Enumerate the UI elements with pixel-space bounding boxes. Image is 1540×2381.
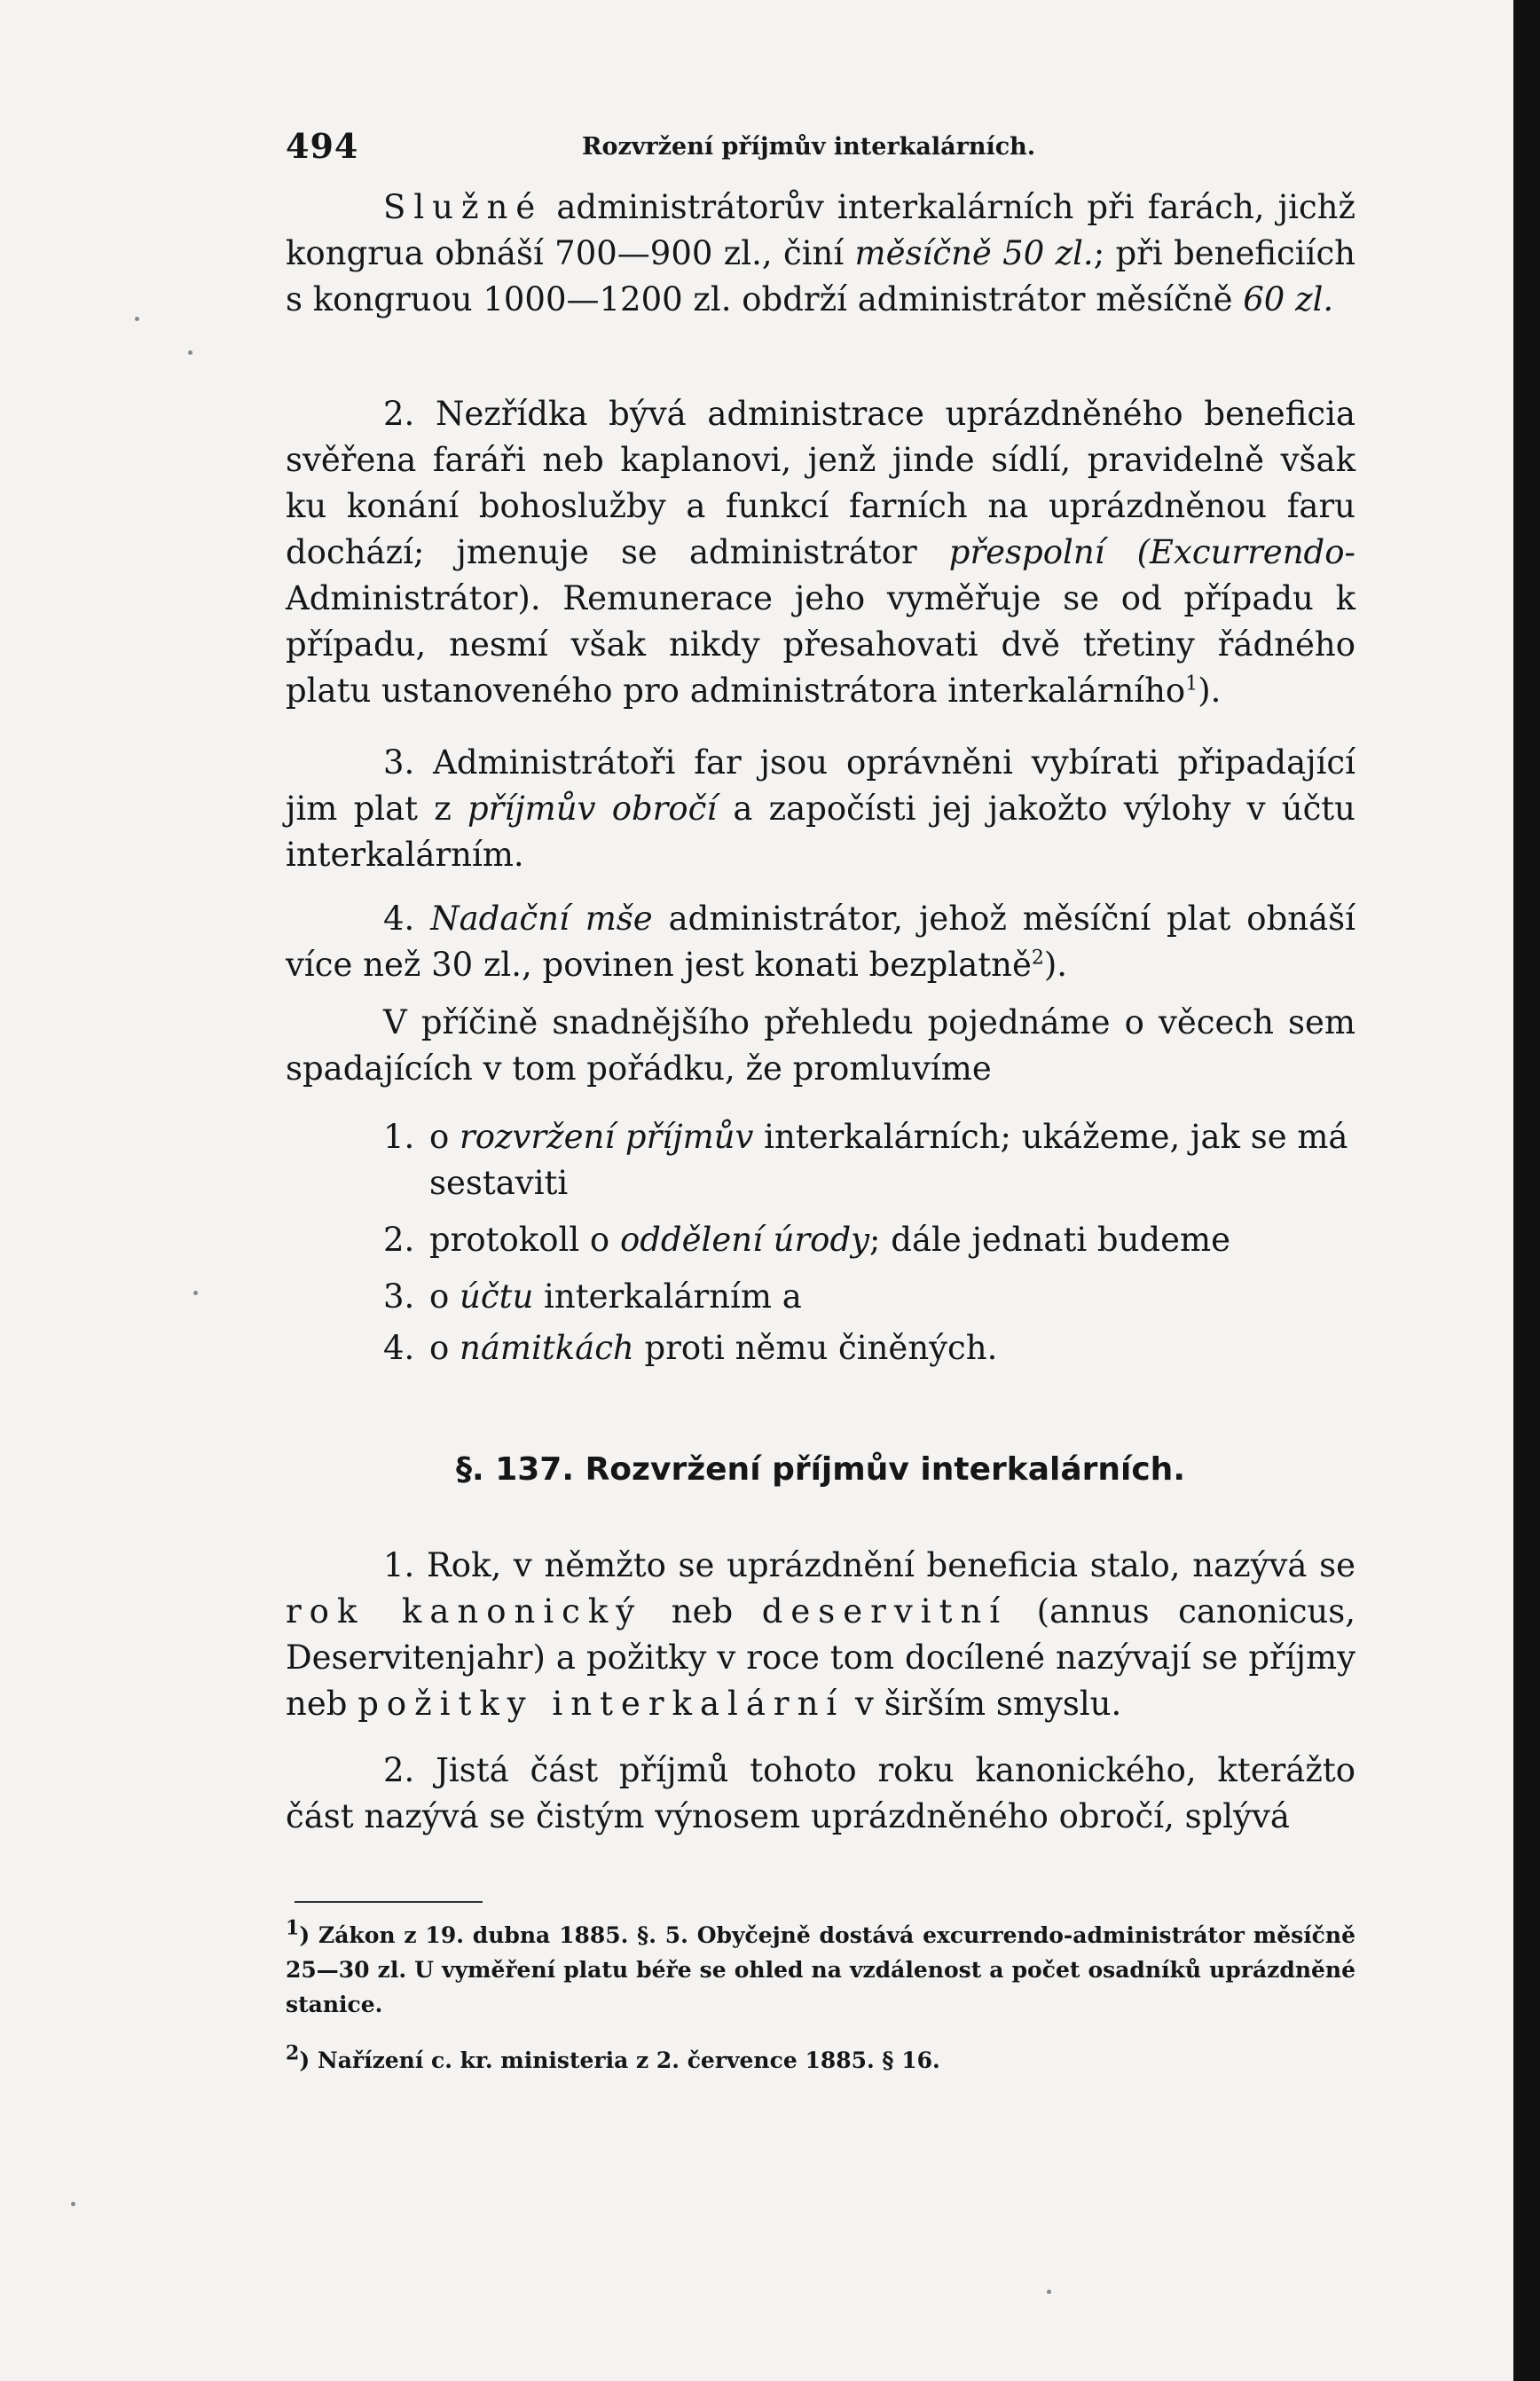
list-text: [429, 1217, 1355, 1263]
text-run: o: [429, 1329, 460, 1367]
text-run: interkalárním a: [533, 1277, 802, 1316]
list-text: [429, 1325, 1355, 1371]
running-head: [286, 126, 1355, 169]
text-run: (annus canonicus, Deservitenjahr) a požitky v roce tom docílené nazývají se příjmy neb: [286, 1592, 1356, 1723]
spaced-term: Služné: [383, 188, 544, 226]
footnote-ref-1: 1: [1185, 672, 1198, 695]
italic-term: měsíčně 50 zl.: [854, 234, 1094, 272]
footnote-2: [286, 2043, 1355, 2078]
text-run: administrátorův interkalárních při farách, jichž kongrua obnáší 700—900 zl., činí: [286, 188, 1355, 272]
footnote-text: ) Nařízení c. kr. ministeria z 2. července 1885. § 16.: [299, 2047, 940, 2073]
footnote-rule: [295, 1901, 483, 1903]
text-run: v širším smyslu.: [845, 1685, 1122, 1723]
list-item: [383, 1274, 1355, 1320]
list-item: [383, 1114, 1355, 1206]
list-item: [383, 1217, 1355, 1263]
running-title: Rozvržení příjmův interkalárních.: [582, 133, 1036, 161]
text-run: V příčině snadnějšího přehledu pojednáme o věcech sem spadajících v tom pořádku, že promluvíme: [286, 1003, 1355, 1088]
footnote-text: ) Zákon z 19. dubna 1885. §. 5. Obyčejně dostává excurrendo-administrátor měsíčně 25—30 zl. U vyměření platu béře se ohled na vzdálenost a počet osadníků uprázdněné stanice.: [286, 1922, 1355, 2017]
paragraph-4: [286, 896, 1355, 988]
page-number: 494: [286, 126, 359, 166]
list-number: 2.: [383, 1221, 415, 1259]
text-run: administrátor, jehož měsíční plat obnáší více než 30 zl., povinen jest konati bezplatně: [286, 900, 1355, 984]
paper-speck: [1047, 2290, 1051, 2294]
paper-speck: [188, 350, 192, 355]
text-run: 4.: [383, 900, 431, 938]
text-run: o: [429, 1277, 460, 1316]
footnote-mark: 1: [286, 1916, 300, 1940]
text-run: 2. Jistá část příjmů tohoto roku kanonického, kterážto část nazývá se čistým výnosem uprázdněného obročí, splývá: [286, 1751, 1355, 1835]
italic-term: námitkách: [460, 1329, 634, 1367]
text-run: protokoll o: [429, 1221, 620, 1259]
text-run: ).: [1043, 946, 1068, 984]
section-paragraph-2: [286, 1748, 1355, 1840]
italic-term: Nadační mše: [430, 900, 653, 938]
footnote-1: [286, 1918, 1355, 2022]
list-number: 1.: [383, 1118, 415, 1156]
italic-term: přespolní (Excurrendo-: [948, 533, 1355, 571]
text-run: interkalárních; ukážeme, jak se má sestaviti: [429, 1118, 1348, 1202]
list-number: 4.: [383, 1329, 415, 1367]
italic-term: příjmův obročí: [467, 790, 718, 828]
text-run: a započísti jej jakožto výlohy v účtu interkalárním.: [286, 790, 1356, 874]
text-run: 2. Nezřídka bývá administrace uprázdněného beneficia svěřena faráři neb kaplanovi, jenž jinde sídlí, pravidelně však ku konání bohoslužby a funkcí farních na uprázdněnou faru dochází; jmenuje se administrátor: [286, 395, 1355, 571]
italic-term: účtu: [460, 1277, 534, 1316]
text-run: neb: [642, 1592, 762, 1631]
text-run: ).: [1198, 672, 1222, 710]
list-item: [383, 1325, 1355, 1371]
italic-term: oddělení úrody: [619, 1221, 870, 1259]
paper-speck: [135, 317, 139, 321]
scan-edge: [1513, 0, 1540, 2381]
section-heading: §. 137. Rozvržení příjmův interkalárních.: [456, 1451, 1185, 1488]
section-paragraph-1: [286, 1543, 1355, 1727]
text-run: ; při beneficiích s kongruou 1000—1200 zl. obdrží administrátor měsíčně: [286, 234, 1355, 318]
paragraph-5: [286, 1000, 1355, 1092]
paragraph-salary: [286, 185, 1355, 323]
text-run: Administrátor). Remunerace jeho vyměřuje se od případu k případu, nesmí však nikdy přesahovati dvě třetiny řádného platu ustanoveného pro administrátora interkalárního: [286, 579, 1355, 710]
list-text: [429, 1274, 1355, 1320]
text-run: ; dále jednati budeme: [869, 1221, 1230, 1259]
italic-term: 60 zl.: [1243, 280, 1334, 318]
footnote-mark: 2: [286, 2041, 300, 2065]
paper-speck: [193, 1291, 198, 1295]
paragraph-3: [286, 740, 1355, 878]
text-run: 3. Administrátoři far jsou oprávněni vybírati připadající jim plat z: [286, 743, 1355, 828]
spaced-term: rok kanonický: [286, 1592, 643, 1631]
footnote-ref-2: 2: [1031, 947, 1044, 970]
list-text: [429, 1114, 1355, 1206]
spaced-term: požitky interkalární: [358, 1685, 845, 1723]
italic-term: rozvržení příjmův: [460, 1118, 754, 1156]
text-run: o: [429, 1118, 460, 1156]
text-run: 1. Rok, v němžto se uprázdnění beneficia stalo, nazývá se: [383, 1546, 1355, 1584]
text-run: proti němu činěných.: [633, 1329, 998, 1367]
list-number: 3.: [383, 1277, 415, 1316]
paper-speck: [71, 2202, 75, 2206]
paragraph-2: [286, 391, 1355, 714]
spaced-term: deservitní: [761, 1592, 1009, 1631]
